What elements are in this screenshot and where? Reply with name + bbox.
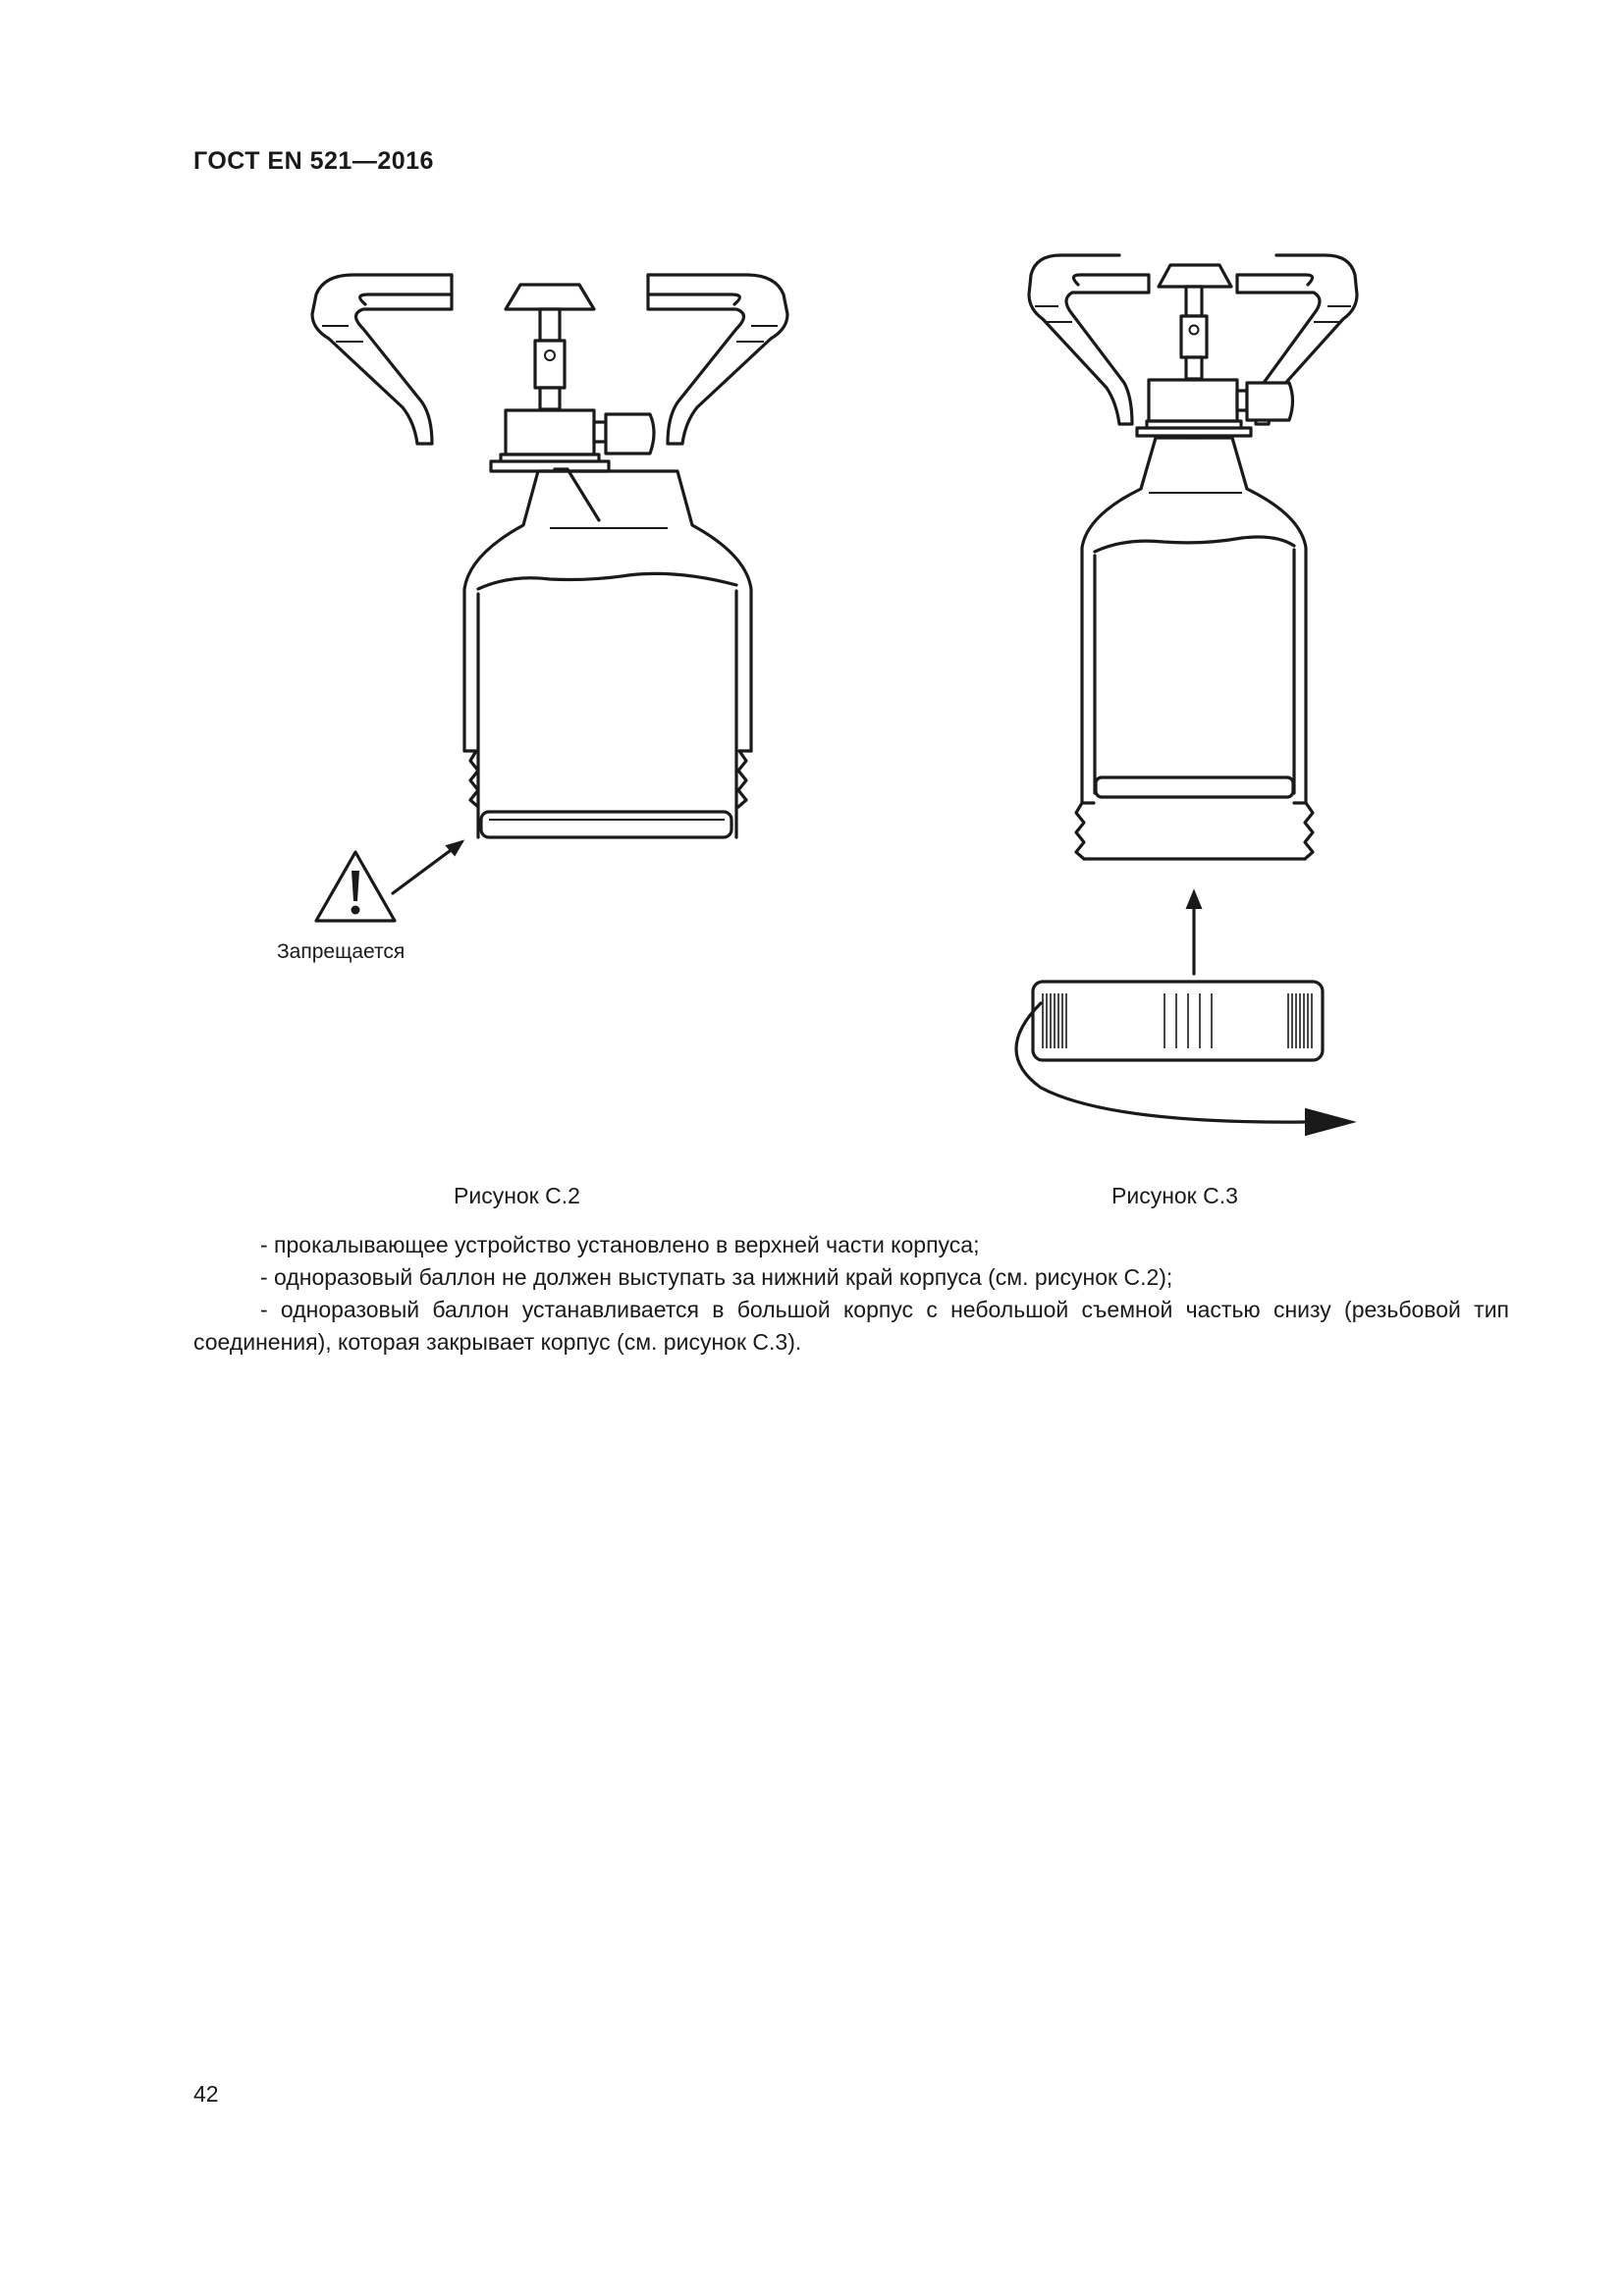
- body-line-1: - прокалывающее устройство установлено в верхней части корпуса;: [260, 1232, 980, 1257]
- body-line-2: - одноразовый баллон не должен выступать за нижний край корпуса (см. рисунок С.2);: [260, 1264, 1173, 1290]
- figure-c2-drawing: [255, 236, 805, 991]
- page-header: ГОСТ EN 521—2016: [193, 147, 434, 175]
- figure-c2-caption: Рисунок С.2: [454, 1183, 580, 1208]
- arrow-icon: [1306, 1109, 1353, 1135]
- figure-c3-caption: Рисунок С.3: [1111, 1183, 1238, 1208]
- figure-c3-drawing: [1001, 236, 1394, 1158]
- warning-label: Запрещается: [277, 940, 406, 963]
- warning-icon: [316, 852, 395, 921]
- page-number: 42: [193, 2081, 219, 2107]
- body-text: [193, 1229, 1509, 1359]
- body-line-3: - одноразовый баллон устанавливается в большой корпус с небольшой съемной частью снизу (резьбовой тип соединения), которая закрывает корпус (см. рисунок С.3).: [193, 1297, 1509, 1355]
